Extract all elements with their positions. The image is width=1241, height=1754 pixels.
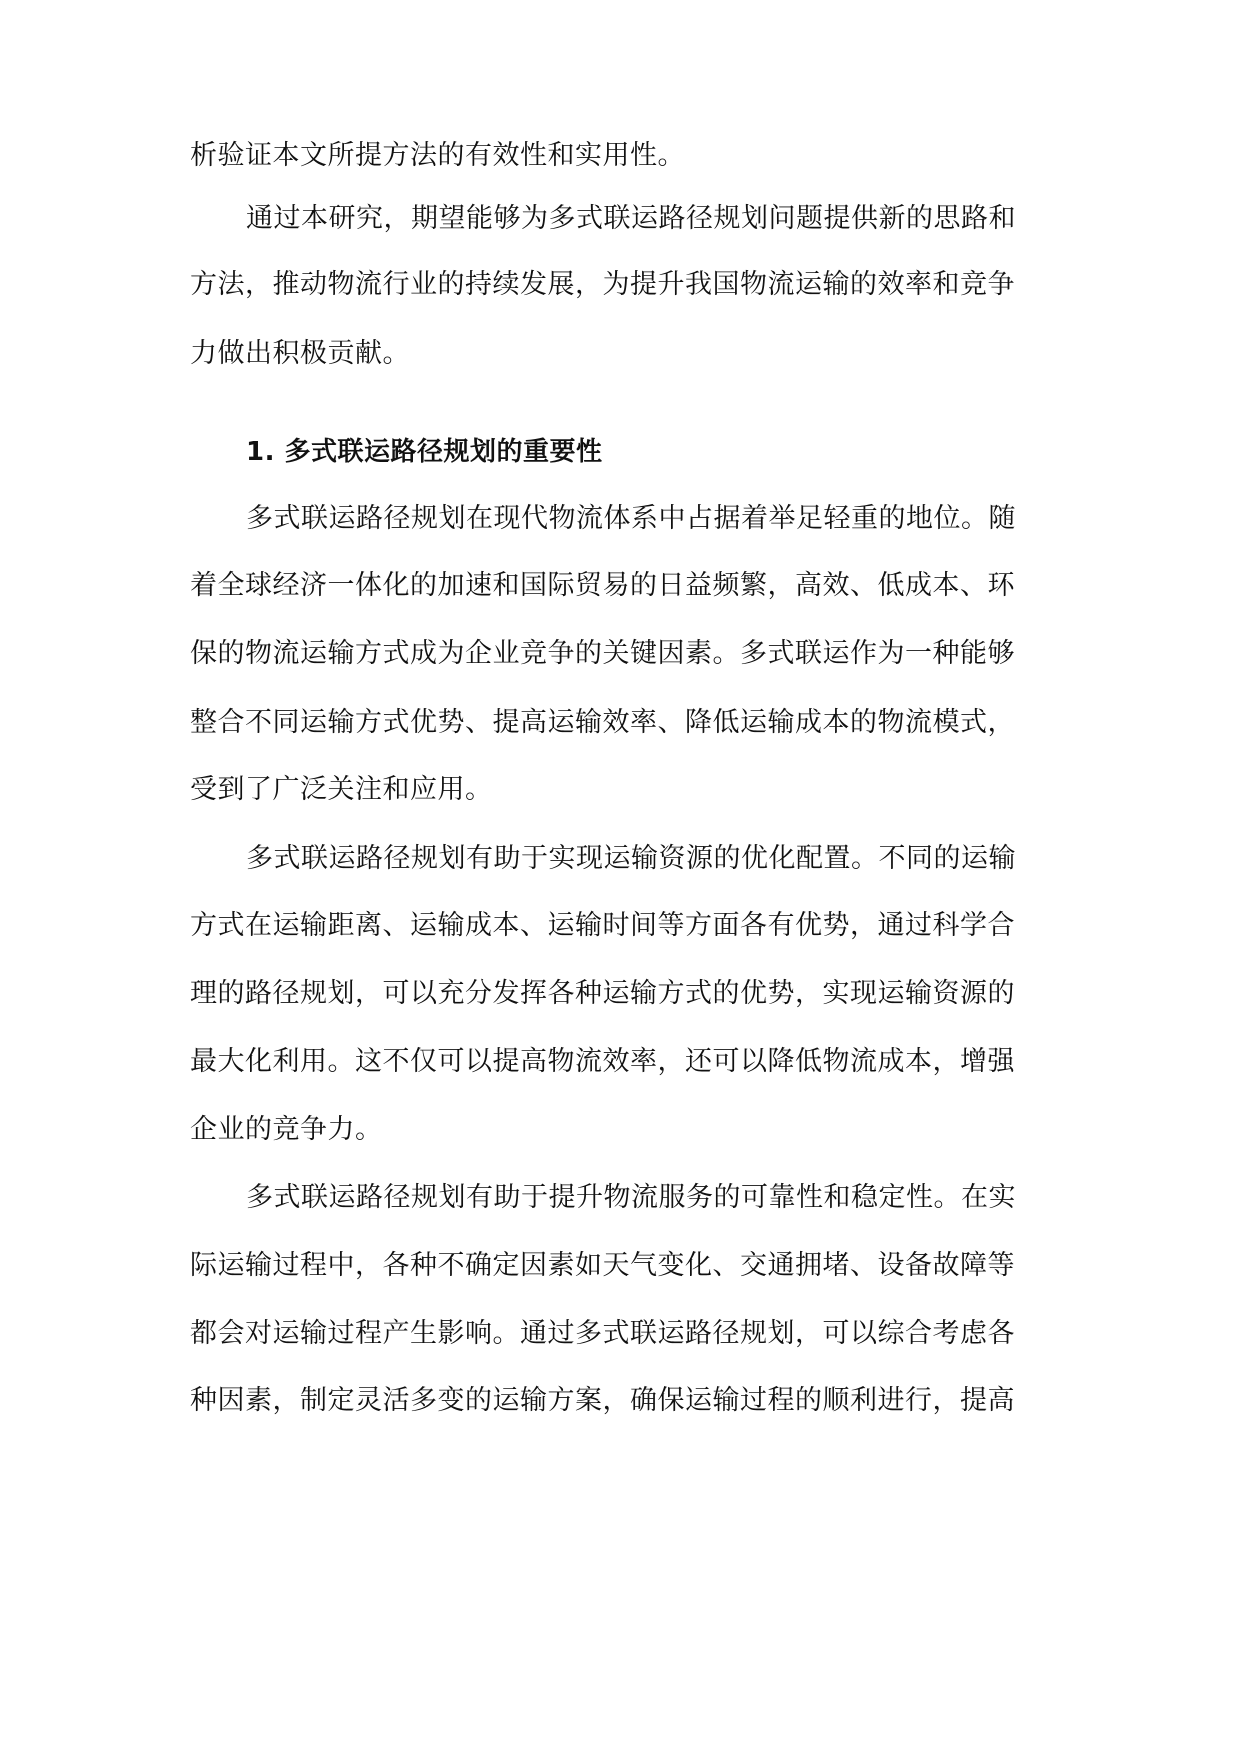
paragraph-2-line: 最大化利用。这不仅可以提高物流效率，还可以降低物流成本，增强 xyxy=(190,1046,1015,1077)
paragraph-1-line: 着全球经济一体化的加速和国际贸易的日益频繁，高效、低成本、环 xyxy=(190,570,1015,601)
paragraph-3-line: 多式联运路径规划有助于提升物流服务的可靠性和稳定性。在实 xyxy=(246,1182,1016,1213)
paragraph-1-line: 受到了广泛关注和应用。 xyxy=(190,774,493,805)
paragraph-2-line: 理的路径规划，可以充分发挥各种运输方式的优势，实现运输资源的 xyxy=(190,978,1015,1009)
closing-paragraph-line: 力做出积极贡献。 xyxy=(190,338,410,369)
paragraph-3-line: 种因素，制定灵活多变的运输方案，确保运输过程的顺利进行，提高 xyxy=(190,1385,1015,1416)
intro-tail-line: 析验证本文所提方法的有效性和实用性。 xyxy=(190,140,685,171)
closing-paragraph-line: 通过本研究，期望能够为多式联运路径规划问题提供新的思路和 xyxy=(246,203,1016,234)
paragraph-1-line: 多式联运路径规划在现代物流体系中占据着举足轻重的地位。随 xyxy=(246,503,1016,534)
closing-paragraph-line: 方法，推动物流行业的持续发展，为提升我国物流运输的效率和竞争 xyxy=(190,269,1015,300)
paragraph-1-line: 整合不同运输方式优势、提高运输效率、降低运输成本的物流模式， xyxy=(190,707,1015,738)
paragraph-3-line: 都会对运输过程产生影响。通过多式联运路径规划，可以综合考虑各 xyxy=(190,1318,1015,1349)
section-heading: 1. 多式联运路径规划的重要性 xyxy=(246,437,603,467)
paragraph-1-line: 保的物流运输方式成为企业竞争的关键因素。多式联运作为一种能够 xyxy=(190,638,1015,669)
paragraph-3-line: 际运输过程中，各种不确定因素如天气变化、交通拥堵、设备故障等 xyxy=(190,1250,1015,1281)
paragraph-2-line: 多式联运路径规划有助于实现运输资源的优化配置。不同的运输 xyxy=(246,843,1016,874)
paragraph-2-line: 方式在运输距离、运输成本、运输时间等方面各有优势，通过科学合 xyxy=(190,910,1015,941)
paragraph-2-line: 企业的竞争力。 xyxy=(190,1114,383,1145)
